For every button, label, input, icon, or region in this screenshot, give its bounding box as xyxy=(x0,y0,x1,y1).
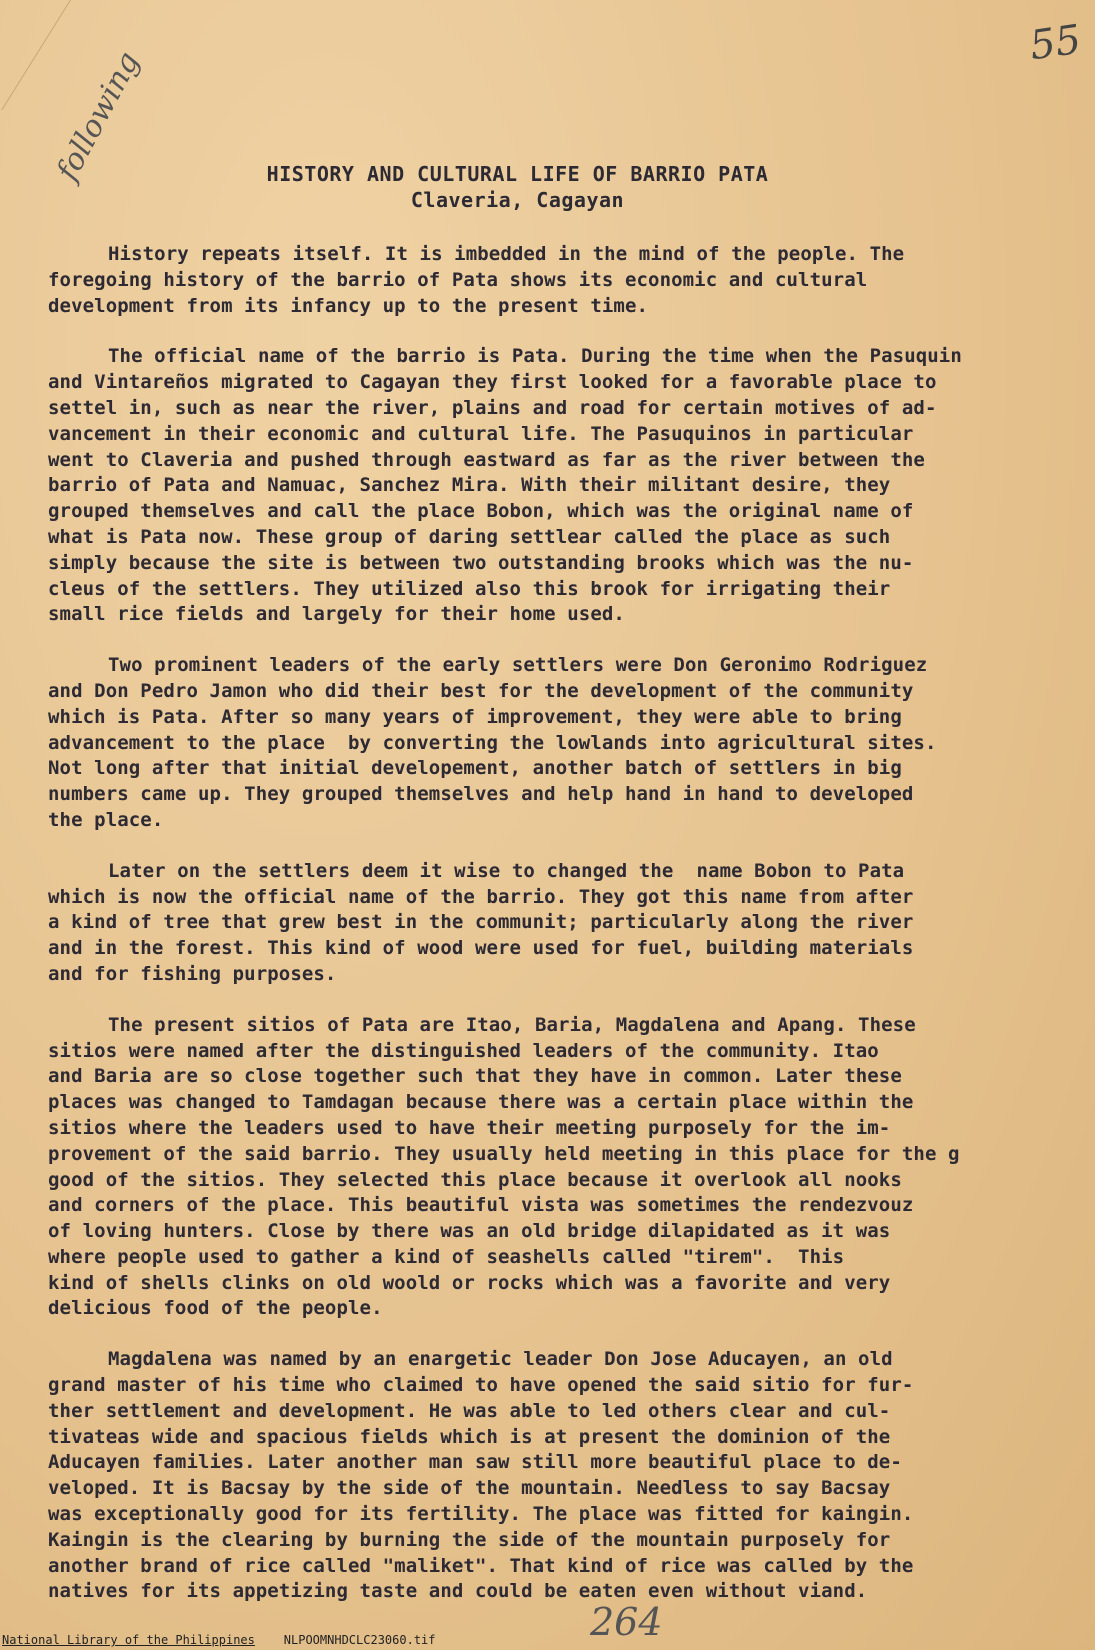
text-line: which is Pata. After so many years of improvement, they were able to bring xyxy=(48,705,902,728)
text-line: cleus of the settlers. They utilized also this brook for irrigating their xyxy=(48,577,891,600)
text-line: development from its infancy up to the present time. xyxy=(48,294,649,317)
text-line: Kaingin is the clearing by burning the side of the mountain purposely for xyxy=(48,1528,891,1551)
text-line: and corners of the place. This beautiful vista was sometimes the rendezvouz xyxy=(48,1194,914,1217)
text-line: numbers came up. They grouped themselves and help hand in hand to developed xyxy=(48,783,914,806)
text-line: sitios where the leaders used to have their meeting purposely for the im- xyxy=(48,1116,891,1139)
text-line: kind of shells clinks on old woold or rocks which was a favorite and very xyxy=(48,1271,891,1294)
text-line: foregoing history of the barrio of Pata shows its economic and cultural xyxy=(48,268,868,291)
handwritten-margin-note: following xyxy=(50,46,147,187)
text-line: grand master of his time who claimed to have opened the said sitio for fur- xyxy=(48,1374,914,1397)
scan-footer xyxy=(2,1633,1095,1647)
text-line: and in the forest. This kind of wood were used for fuel, building materials xyxy=(48,937,914,960)
text-line: Magdalena was named by an enargetic leader Don Jose Aducayen, an old xyxy=(108,1348,893,1371)
title-line-1: HISTORY AND CULTURAL LIFE OF BARRIO PATA xyxy=(266,162,769,186)
text-line: ther settlement and development. He was able to led others clear and cul- xyxy=(48,1399,891,1422)
text-line: delicious food of the people. xyxy=(48,1297,383,1320)
text-line: what is Pata now. These group of daring settlear called the place as such xyxy=(48,525,891,548)
paragraph-5 xyxy=(48,1013,1058,1323)
text-line: good of the sitios. They selected this place because it overlook all nooks xyxy=(48,1168,902,1191)
text-line: natives for its appetizing taste and could be eaten even without viand. xyxy=(48,1580,868,1603)
text-line: and for fishing purposes. xyxy=(48,962,337,985)
text-line: went to Claveria and pushed through eastward as far as the river between the xyxy=(48,448,925,471)
text-line: which is now the official name of the barrio. They got this name from after xyxy=(48,885,914,908)
text-line: of loving hunters. Close by there was an old bridge dilapidated as it was xyxy=(48,1220,891,1243)
text-line: was exceptionally good for its fertility. The place was fitted for kaingin. xyxy=(48,1503,914,1526)
text-line: and Vintareños migrated to Cagayan they first looked for a favorable place to xyxy=(48,371,937,394)
text-line: History repeats itself. It is imbedded in the mind of the people. The xyxy=(108,243,905,265)
text-line: Not long after that initial developement, another batch of settlers in big xyxy=(48,757,902,780)
text-line: vancement in their economic and cultural life. The Pasuquinos in particular xyxy=(48,422,914,445)
text-line: veloped. It is Bacsay by the side of the mountain. Needless to say Bacsay xyxy=(48,1477,891,1500)
paragraph-3 xyxy=(48,653,1058,834)
document-title xyxy=(0,161,1095,213)
text-line: Aducayen families. Later another man saw still more beautiful place to de- xyxy=(48,1451,902,1474)
text-line: The present sitios of Pata are Itao, Baria, Magdalena and Apang. These xyxy=(108,1013,916,1036)
text-line: simply because the site is between two outstanding brooks which was the nu- xyxy=(48,551,914,574)
text-line: Two prominent leaders of the early settlers were Don Geronimo Rodriguez xyxy=(108,654,928,677)
paragraph-2 xyxy=(48,344,1058,628)
handwritten-folio-number: 264 xyxy=(590,1600,663,1644)
file-id: NLPOOMNHDCLC23060.tif xyxy=(283,1633,436,1647)
paragraph-4 xyxy=(48,859,1058,988)
text-line: and Don Pedro Jamon who did their best for the development of the community xyxy=(48,679,914,702)
handwritten-page-number: 55 xyxy=(1027,16,1084,70)
paper-crease xyxy=(0,0,71,110)
text-line: tivateas wide and spacious fields which is at present the dominion of the xyxy=(48,1425,891,1448)
text-line: the place. xyxy=(48,808,164,831)
text-line: and Baria are so close together such that they have in common. Later these xyxy=(48,1065,902,1088)
title-line-2: Claveria, Cagayan xyxy=(410,188,625,212)
text-line: where people used to gather a kind of seashells called "tirem". This xyxy=(48,1245,845,1268)
text-line: another brand of rice called "maliket". That kind of rice was called by the xyxy=(48,1554,914,1577)
text-line: provement of the said barrio. They usually held meeting in this place for the g xyxy=(48,1142,960,1165)
library-credit: National Library of the Philippines xyxy=(2,1633,255,1647)
text-line: places was changed to Tamdagan because there was a certain place within the xyxy=(48,1091,914,1114)
paragraph-1 xyxy=(48,242,1058,319)
text-line: barrio of Pata and Namuac, Sanchez Mira. With their militant desire, they xyxy=(48,474,891,497)
text-line: grouped themselves and call the place Bobon, which was the original name of xyxy=(48,500,914,523)
document-body xyxy=(48,242,1058,1630)
text-line: Later on the settlers deem it wise to changed the name Bobon to Pata xyxy=(108,859,905,882)
text-line: advancement to the place by converting the lowlands into agricultural sites. xyxy=(48,731,937,754)
paragraph-6 xyxy=(48,1347,1058,1605)
text-line: The official name of the barrio is Pata. During the time when the Pasuquin xyxy=(108,345,962,368)
text-line: sitios were named after the distinguished leaders of the community. Itao xyxy=(48,1039,879,1062)
text-line: small rice fields and largely for their home used. xyxy=(48,603,625,626)
text-line: a kind of tree that grew best in the communit; particularly along the river xyxy=(48,911,914,934)
text-line: settel in, such as near the river, plains and road for certain motives of ad- xyxy=(48,396,937,419)
